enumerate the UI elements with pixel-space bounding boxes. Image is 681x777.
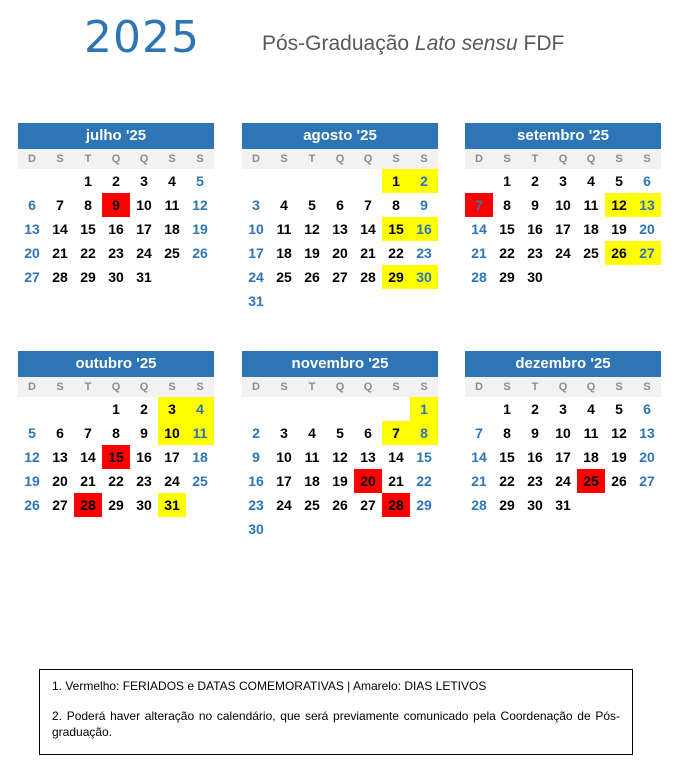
day-cell: 4 [168, 173, 176, 189]
day-cell: 3 [252, 197, 260, 213]
day-cell: 25 [192, 473, 208, 489]
day-cell: 26 [611, 473, 627, 489]
note-colors: 1. Vermelho: FERIADOS e DATAS COMEMORATIVAS | Amarelo: DIAS LETIVOS [52, 679, 487, 693]
day-cell: 20 [639, 449, 655, 465]
day-cell: 15 [499, 449, 515, 465]
day-cell: 17 [164, 449, 180, 465]
day-cell: 14 [360, 221, 376, 237]
day-cell: 21 [471, 245, 487, 261]
day-cell: 19 [611, 221, 627, 237]
day-cell: 13 [332, 221, 348, 237]
day-cell: 19 [332, 473, 348, 489]
day-cell: 6 [336, 197, 344, 213]
day-cell: 18 [304, 473, 320, 489]
day-cell: 27 [332, 269, 348, 285]
day-cell: 15 [80, 221, 96, 237]
day-cell: 17 [136, 221, 152, 237]
day-cell: 12 [24, 449, 40, 465]
weekday-label: D [465, 377, 493, 397]
weekday-label: T [298, 149, 326, 169]
day-cell: 6 [643, 173, 651, 189]
day-cell: 3 [140, 173, 148, 189]
day-cell: 18 [164, 221, 180, 237]
empty-cell [74, 397, 102, 421]
weekday-label: T [521, 149, 549, 169]
day-cell: 18 [276, 245, 292, 261]
day-cell: 8 [84, 197, 92, 213]
day-cell: 19 [304, 245, 320, 261]
day-cell: 14 [52, 221, 68, 237]
day-cell: 18 [192, 449, 208, 465]
day-cell: 2 [252, 425, 260, 441]
day-cell: 10 [555, 425, 571, 441]
day-cell: 25 [583, 245, 599, 261]
day-cell: 28 [382, 493, 410, 517]
day-cell: 26 [332, 497, 348, 513]
day-cell: 23 [527, 245, 543, 261]
empty-cell [298, 397, 326, 421]
day-cell: 22 [388, 245, 404, 261]
day-cell: 23 [527, 473, 543, 489]
day-cell: 22 [499, 245, 515, 261]
day-cell: 12 [332, 449, 348, 465]
day-cell: 16 [248, 473, 264, 489]
weekday-label: Q [354, 377, 382, 397]
weekday-label: D [242, 377, 270, 397]
weekday-label: D [242, 149, 270, 169]
day-cell: 8 [112, 425, 120, 441]
day-cell: 9 [531, 197, 539, 213]
day-cell: 2 [140, 401, 148, 417]
day-cell: 1 [112, 401, 120, 417]
month-title: agosto '25 [242, 123, 438, 149]
day-cell: 2 [410, 169, 438, 193]
day-cell: 27 [639, 473, 655, 489]
weekday-label: S [186, 149, 214, 169]
day-cell: 24 [136, 245, 152, 261]
day-cell: 9 [420, 197, 428, 213]
weekday-label: T [521, 377, 549, 397]
day-cell: 7 [364, 197, 372, 213]
day-cell: 2 [531, 401, 539, 417]
empty-cell [354, 397, 382, 421]
day-cell: 7 [56, 197, 64, 213]
day-cell: 9 [252, 449, 260, 465]
page-subtitle [262, 32, 564, 56]
day-cell: 27 [633, 241, 661, 265]
day-cell: 24 [248, 269, 264, 285]
day-cell: 24 [555, 473, 571, 489]
day-cell: 5 [615, 173, 623, 189]
day-cell: 8 [503, 425, 511, 441]
weekday-label: S [410, 377, 438, 397]
day-cell: 3 [158, 397, 186, 421]
day-cell: 28 [74, 493, 102, 517]
day-cell: 7 [382, 421, 410, 445]
day-cell: 15 [499, 221, 515, 237]
day-cell: 6 [28, 197, 36, 213]
day-cell: 16 [410, 217, 438, 241]
day-cell: 20 [332, 245, 348, 261]
day-cell: 30 [527, 269, 543, 285]
empty-cell [326, 397, 354, 421]
day-cell: 8 [410, 421, 438, 445]
day-cell: 8 [392, 197, 400, 213]
month-title: novembro '25 [242, 351, 438, 377]
day-cell: 1 [503, 401, 511, 417]
day-cell: 20 [354, 469, 382, 493]
day-cell: 11 [186, 421, 214, 445]
weekday-label: S [382, 149, 410, 169]
empty-cell [242, 397, 270, 421]
day-cell: 4 [587, 173, 595, 189]
weekday-label: T [74, 377, 102, 397]
weekday-label: S [633, 149, 661, 169]
day-cell: 14 [471, 221, 487, 237]
day-cell: 17 [555, 221, 571, 237]
day-cell: 23 [248, 497, 264, 513]
weekday-label: Q [326, 149, 354, 169]
day-cell: 17 [276, 473, 292, 489]
note-changes: 2. Poderá haver alteração no calendário, que será previamente comunicado pela Coordenação de Pós-graduação. [52, 709, 620, 739]
day-cell: 28 [360, 269, 376, 285]
day-cell: 3 [280, 425, 288, 441]
subtitle-post: FDF [517, 32, 565, 55]
day-cell: 31 [555, 497, 571, 513]
day-cell: 13 [52, 449, 68, 465]
weekday-label: S [633, 377, 661, 397]
day-cell: 1 [84, 173, 92, 189]
day-cell: 11 [276, 221, 292, 237]
day-cell: 31 [158, 493, 186, 517]
subtitle-italic: Lato sensu [414, 32, 518, 55]
day-cell: 24 [276, 497, 292, 513]
day-cell: 5 [336, 425, 344, 441]
day-cell: 8 [503, 197, 511, 213]
day-cell: 27 [24, 269, 40, 285]
day-cell: 1 [382, 169, 410, 193]
weekday-label: S [158, 377, 186, 397]
month-title: setembro '25 [465, 123, 661, 149]
day-cell: 21 [360, 245, 376, 261]
day-cell: 11 [304, 449, 320, 465]
day-cell: 15 [102, 445, 130, 469]
weekday-label: Q [354, 149, 382, 169]
day-cell: 29 [499, 269, 515, 285]
day-cell: 21 [80, 473, 96, 489]
day-cell: 13 [633, 193, 661, 217]
day-cell: 9 [102, 193, 130, 217]
weekday-label: Q [102, 149, 130, 169]
weekday-label: Q [102, 377, 130, 397]
day-cell: 29 [80, 269, 96, 285]
day-cell: 26 [605, 241, 633, 265]
day-cell: 30 [248, 521, 264, 537]
day-cell: 28 [52, 269, 68, 285]
day-cell: 25 [304, 497, 320, 513]
day-cell: 25 [276, 269, 292, 285]
month-setembro [465, 123, 661, 289]
day-cell: 31 [136, 269, 152, 285]
weekday-label: S [270, 377, 298, 397]
day-cell: 2 [112, 173, 120, 189]
empty-cell [326, 169, 354, 193]
weekday-label: T [298, 377, 326, 397]
month-title: dezembro '25 [465, 351, 661, 377]
weekday-label: S [382, 377, 410, 397]
day-cell: 19 [24, 473, 40, 489]
day-cell: 19 [192, 221, 208, 237]
day-cell: 12 [304, 221, 320, 237]
day-cell: 30 [108, 269, 124, 285]
weekday-label: D [18, 149, 46, 169]
day-cell: 10 [248, 221, 264, 237]
day-cell: 20 [52, 473, 68, 489]
day-cell: 1 [503, 173, 511, 189]
day-cell: 14 [388, 449, 404, 465]
weekday-label: S [158, 149, 186, 169]
empty-cell [242, 169, 270, 193]
day-cell: 9 [140, 425, 148, 441]
day-cell: 10 [136, 197, 152, 213]
day-cell: 4 [308, 425, 316, 441]
day-cell: 24 [164, 473, 180, 489]
day-cell: 5 [615, 401, 623, 417]
weekday-label: S [493, 377, 521, 397]
empty-cell [465, 169, 493, 193]
day-cell: 4 [186, 397, 214, 421]
day-cell: 30 [527, 497, 543, 513]
day-cell: 24 [555, 245, 571, 261]
day-cell: 4 [280, 197, 288, 213]
weekday-label: S [46, 149, 74, 169]
day-cell: 11 [583, 425, 599, 441]
day-cell: 12 [192, 197, 208, 213]
day-cell: 29 [108, 497, 124, 513]
weekday-label: Q [130, 377, 158, 397]
empty-cell [18, 397, 46, 421]
empty-cell [18, 169, 46, 193]
day-cell: 4 [587, 401, 595, 417]
day-cell: 13 [639, 425, 655, 441]
day-cell: 7 [475, 425, 483, 441]
day-cell: 30 [136, 497, 152, 513]
day-cell: 16 [108, 221, 124, 237]
weekday-label: S [270, 149, 298, 169]
month-title: outubro '25 [18, 351, 214, 377]
month-dezembro [465, 351, 661, 517]
day-cell: 20 [24, 245, 40, 261]
day-cell: 26 [304, 269, 320, 285]
day-cell: 21 [52, 245, 68, 261]
day-cell: 29 [499, 497, 515, 513]
weekday-label: Q [549, 377, 577, 397]
empty-cell [270, 397, 298, 421]
day-cell: 15 [382, 217, 410, 241]
weekday-label: S [186, 377, 214, 397]
day-cell: 18 [583, 221, 599, 237]
day-cell: 17 [555, 449, 571, 465]
day-cell: 22 [108, 473, 124, 489]
month-title: julho '25 [18, 123, 214, 149]
day-cell: 29 [382, 265, 410, 289]
day-cell: 7 [84, 425, 92, 441]
day-cell: 26 [192, 245, 208, 261]
year-title: 2025 [84, 12, 200, 63]
day-cell: 12 [611, 425, 627, 441]
day-cell: 10 [158, 421, 186, 445]
empty-cell [270, 169, 298, 193]
weekday-label: S [493, 149, 521, 169]
day-cell: 10 [276, 449, 292, 465]
day-cell: 5 [308, 197, 316, 213]
weekday-label: S [46, 377, 74, 397]
weekday-label: S [605, 149, 633, 169]
day-cell: 6 [56, 425, 64, 441]
day-cell: 29 [416, 497, 432, 513]
day-cell: 15 [416, 449, 432, 465]
empty-cell [298, 169, 326, 193]
day-cell: 11 [583, 197, 599, 213]
weekday-label: S [410, 149, 438, 169]
weekday-label: Q [130, 149, 158, 169]
day-cell: 28 [471, 497, 487, 513]
day-cell: 12 [605, 193, 633, 217]
empty-cell [46, 397, 74, 421]
day-cell: 22 [499, 473, 515, 489]
day-cell: 11 [164, 197, 180, 213]
day-cell: 17 [248, 245, 264, 261]
weekday-label: Q [577, 377, 605, 397]
empty-cell [46, 169, 74, 193]
weekday-label: T [74, 149, 102, 169]
weekday-label: D [18, 377, 46, 397]
weekday-label: Q [549, 149, 577, 169]
weekday-label: D [465, 149, 493, 169]
day-cell: 26 [24, 497, 40, 513]
day-cell: 5 [28, 425, 36, 441]
legend-notes [39, 669, 633, 755]
day-cell: 19 [611, 449, 627, 465]
weekday-label: Q [326, 377, 354, 397]
day-cell: 10 [555, 197, 571, 213]
day-cell: 16 [527, 221, 543, 237]
day-cell: 20 [639, 221, 655, 237]
day-cell: 30 [410, 265, 438, 289]
day-cell: 6 [364, 425, 372, 441]
weekday-label: Q [577, 149, 605, 169]
day-cell: 7 [465, 193, 493, 217]
day-cell: 22 [416, 473, 432, 489]
day-cell: 2 [531, 173, 539, 189]
subtitle-pre: Pós-Graduação [262, 32, 415, 55]
empty-cell [354, 169, 382, 193]
day-cell: 23 [136, 473, 152, 489]
empty-cell [382, 397, 410, 421]
weekday-label: S [605, 377, 633, 397]
day-cell: 27 [52, 497, 68, 513]
day-cell: 31 [248, 293, 264, 309]
day-cell: 9 [531, 425, 539, 441]
day-cell: 5 [196, 173, 204, 189]
day-cell: 3 [559, 173, 567, 189]
day-cell: 18 [583, 449, 599, 465]
day-cell: 27 [360, 497, 376, 513]
day-cell: 25 [164, 245, 180, 261]
day-cell: 25 [577, 469, 605, 493]
day-cell: 14 [80, 449, 96, 465]
month-outubro [18, 351, 214, 517]
day-cell: 13 [360, 449, 376, 465]
day-cell: 23 [416, 245, 432, 261]
day-cell: 16 [527, 449, 543, 465]
day-cell: 22 [80, 245, 96, 261]
day-cell: 1 [410, 397, 438, 421]
day-cell: 13 [24, 221, 40, 237]
empty-cell [465, 397, 493, 421]
day-cell: 21 [388, 473, 404, 489]
day-cell: 21 [471, 473, 487, 489]
day-cell: 16 [136, 449, 152, 465]
day-cell: 28 [471, 269, 487, 285]
month-novembro [242, 351, 438, 541]
day-cell: 6 [643, 401, 651, 417]
day-cell: 3 [559, 401, 567, 417]
month-julho [18, 123, 214, 289]
day-cell: 14 [471, 449, 487, 465]
day-cell: 23 [108, 245, 124, 261]
month-agosto [242, 123, 438, 313]
